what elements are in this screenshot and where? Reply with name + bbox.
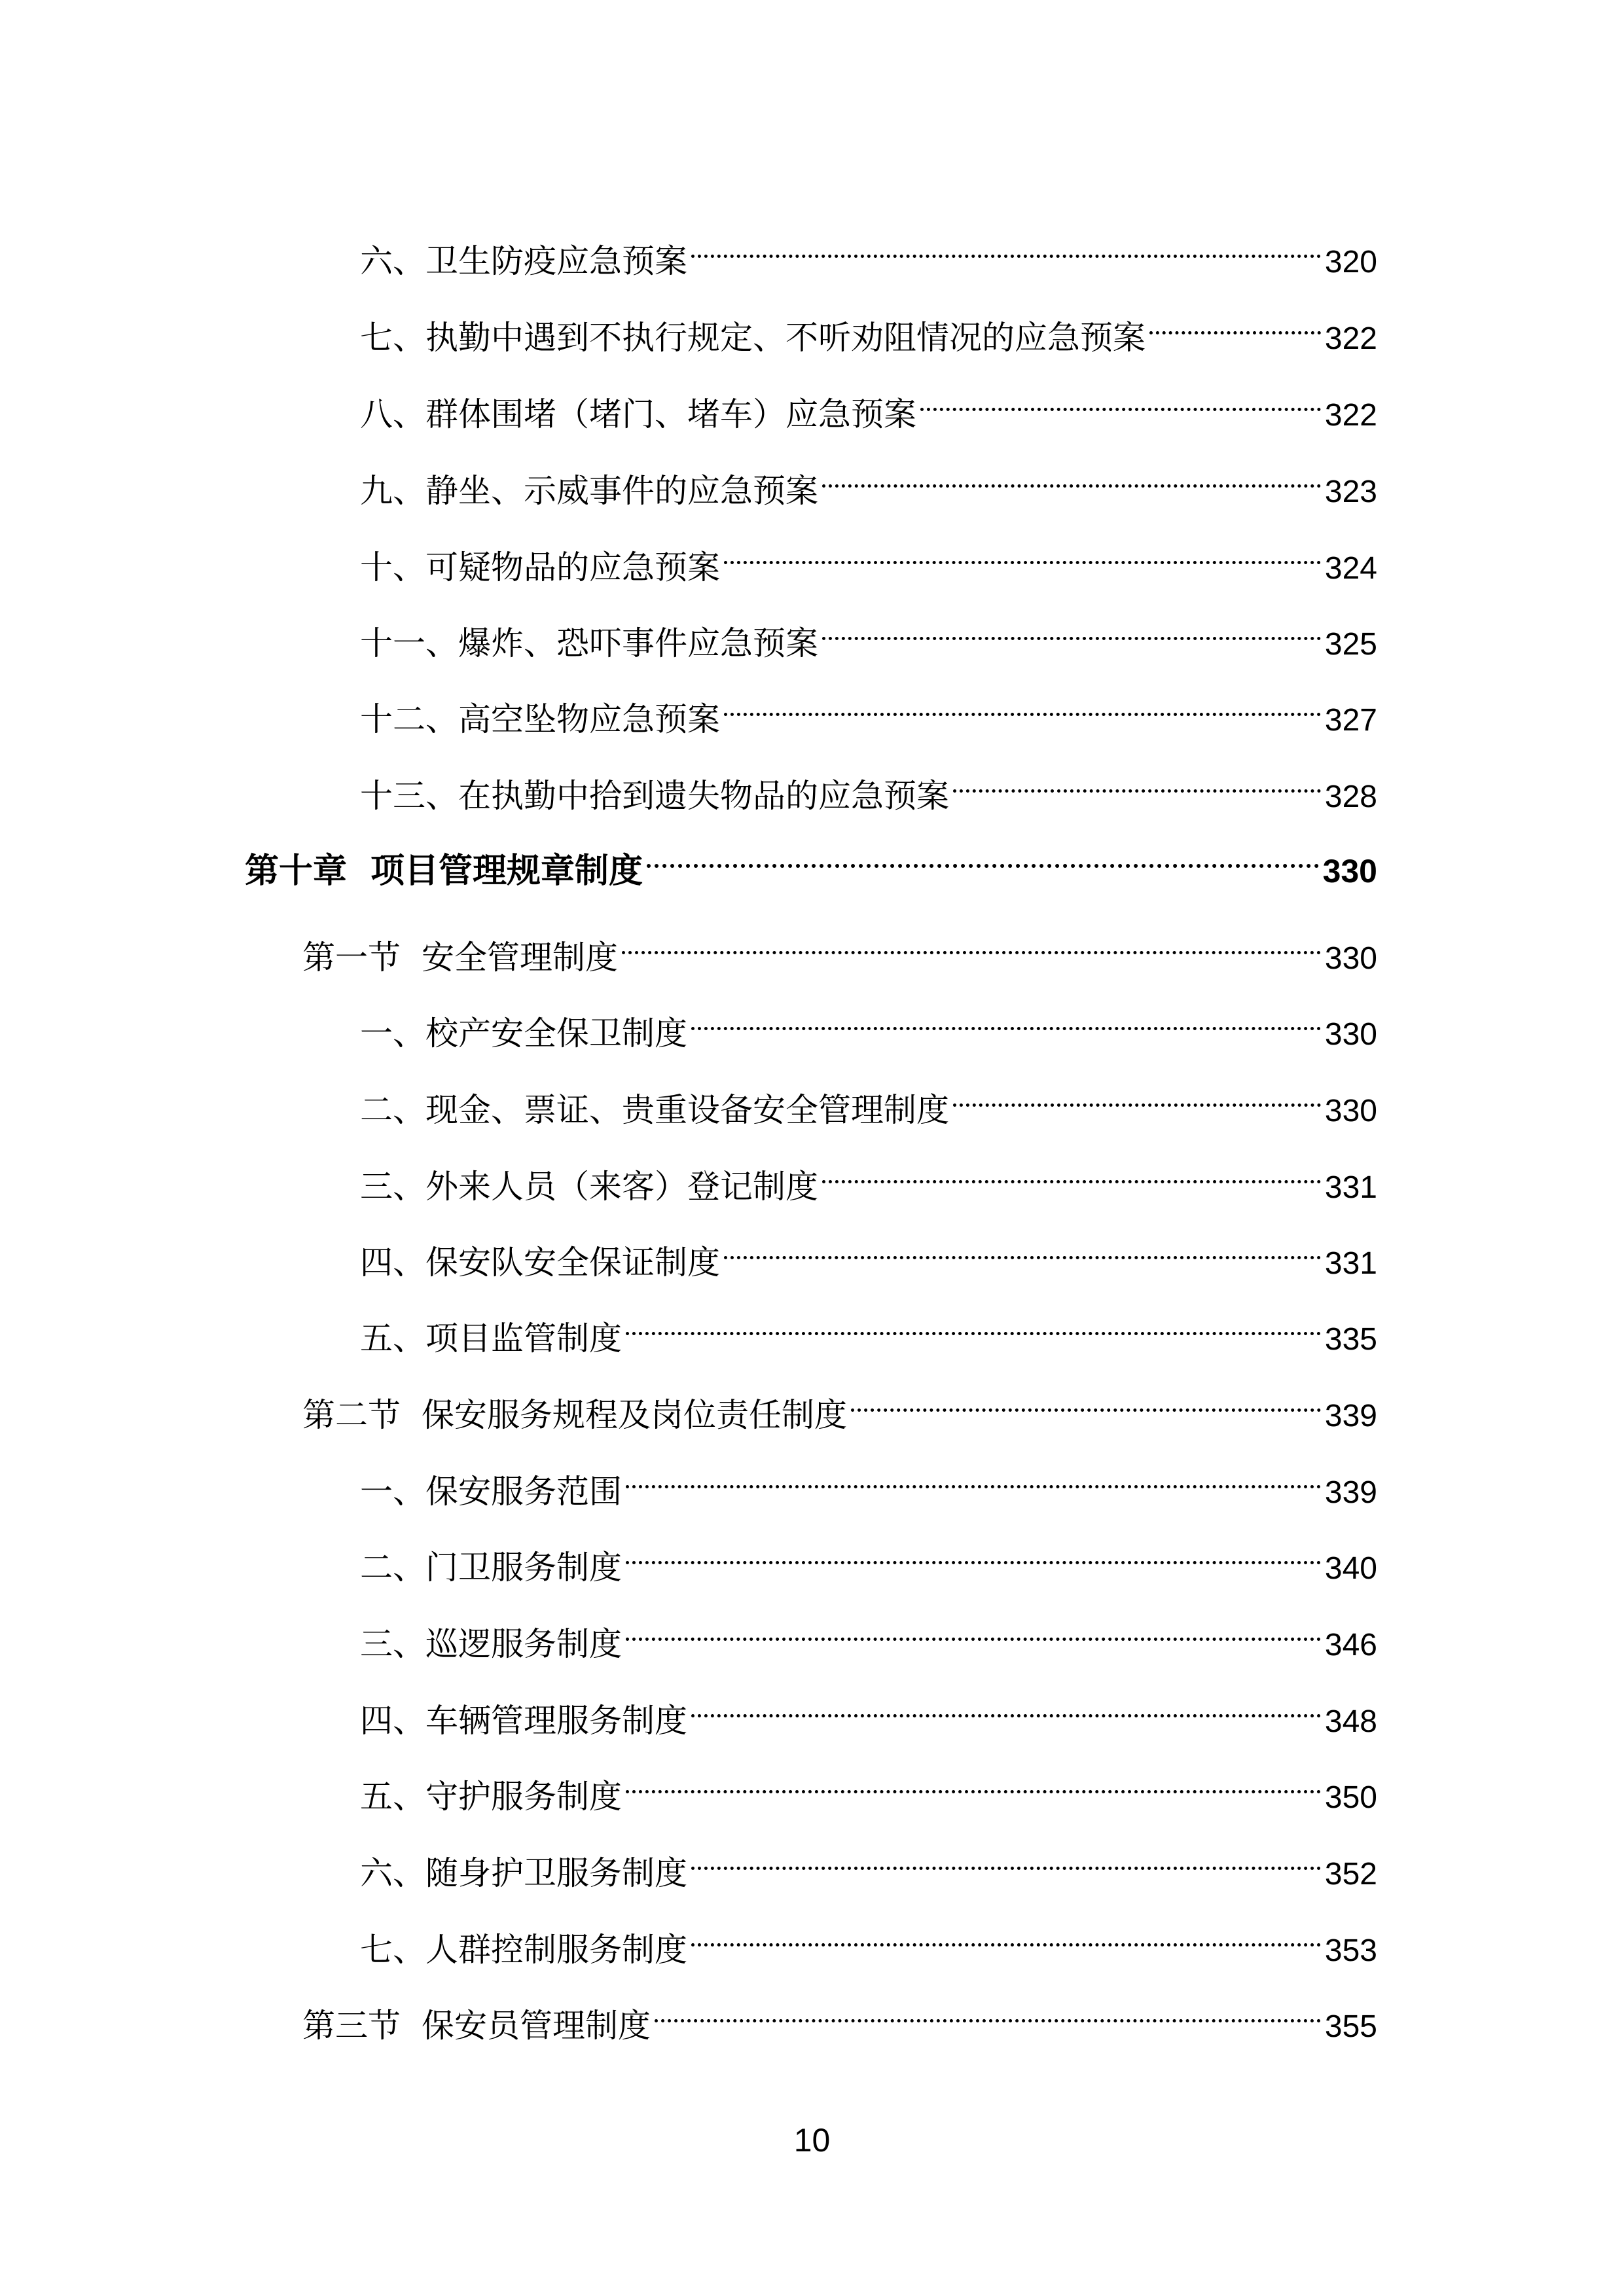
toc-entry-title: 一、校产安全保卫制度 <box>360 1014 687 1052</box>
toc-entry-title: 十、可疑物品的应急预案 <box>360 548 720 586</box>
dot-leader <box>724 678 1321 730</box>
toc-entry[interactable] <box>360 678 1377 738</box>
toc-entry[interactable] <box>360 1297 1377 1357</box>
toc-entry[interactable] <box>360 755 1377 815</box>
toc-entry-title: 十二、高空坠物应急预案 <box>360 700 720 738</box>
toc-entry[interactable] <box>360 526 1377 586</box>
toc-entry-title: 四、车辆管理服务制度 <box>360 1702 687 1740</box>
toc-entry-page: 346 <box>1324 1628 1377 1662</box>
dot-leader <box>953 1069 1321 1121</box>
toc-section-title: 保安服务规程及岗位责任制度 <box>422 1396 847 1434</box>
toc-entry-page: 327 <box>1324 703 1377 738</box>
dot-leader <box>822 450 1321 502</box>
toc-entry[interactable] <box>360 1755 1377 1816</box>
toc-entry[interactable] <box>360 1145 1377 1206</box>
toc-entry-page: 335 <box>1324 1322 1377 1357</box>
toc-entry-title: 三、外来人员（来客）登记制度 <box>360 1168 818 1206</box>
toc-chapter-number: 第十章 <box>245 852 348 891</box>
toc-entry-title: 九、静坐、示威事件的应急预案 <box>360 472 818 510</box>
toc-entry-title: 十一、爆炸、恐吓事件应急预案 <box>360 624 818 662</box>
toc-section-number: 第一节 <box>302 939 401 977</box>
toc-entry-page: 331 <box>1324 1246 1377 1281</box>
toc-entry[interactable] <box>360 373 1377 433</box>
toc-entry[interactable] <box>360 296 1377 357</box>
toc-entry[interactable] <box>360 602 1377 662</box>
dot-leader <box>691 220 1321 272</box>
toc-section-page: 339 <box>1324 1399 1377 1433</box>
dot-leader <box>822 602 1321 655</box>
dot-leader <box>822 1145 1321 1198</box>
dot-leader <box>647 830 1319 882</box>
dot-leader <box>851 1374 1321 1426</box>
toc-entry-page: 320 <box>1324 245 1377 279</box>
dot-leader <box>724 1221 1321 1274</box>
toc-entry-page: 353 <box>1324 1933 1377 1968</box>
toc-entry-title: 六、随身护卫服务制度 <box>360 1854 687 1892</box>
toc-entry[interactable] <box>360 1526 1377 1587</box>
dot-leader <box>626 1603 1321 1655</box>
toc-section-number: 第二节 <box>302 1396 401 1434</box>
toc-entry-page: 325 <box>1324 627 1377 662</box>
toc-entry-page: 348 <box>1324 1704 1377 1739</box>
dot-leader <box>622 916 1321 969</box>
dot-leader <box>920 373 1321 425</box>
toc-section-title: 保安员管理制度 <box>422 2007 651 2045</box>
dot-leader <box>626 1297 1321 1350</box>
toc-entry-title: 十三、在执勤中拾到遗失物品的应急预案 <box>360 777 949 815</box>
dot-leader <box>626 1450 1321 1503</box>
toc-entry[interactable] <box>360 1679 1377 1740</box>
toc-section-number: 第三节 <box>302 2007 401 2045</box>
dot-leader <box>691 1909 1321 1961</box>
toc-entry-page: 330 <box>1324 1094 1377 1128</box>
toc-entry-page: 322 <box>1324 398 1377 433</box>
toc-section-entry[interactable] <box>302 1984 1377 2045</box>
toc-entry-title: 五、项目监管制度 <box>360 1319 622 1357</box>
toc-entry-title: 四、保安队安全保证制度 <box>360 1244 720 1282</box>
dot-leader <box>626 1526 1321 1579</box>
toc-entry[interactable] <box>360 1832 1377 1892</box>
toc-section-entry[interactable] <box>302 1374 1377 1434</box>
toc-entry-title: 八、群体围堵（堵门、堵车）应急预案 <box>360 395 916 433</box>
toc-entry[interactable] <box>360 1603 1377 1663</box>
dot-leader <box>691 992 1321 1045</box>
dot-leader <box>953 755 1321 807</box>
toc-entry[interactable] <box>360 1450 1377 1511</box>
toc-entry-title: 二、门卫服务制度 <box>360 1549 622 1587</box>
toc-entry-title: 六、卫生防疫应急预案 <box>360 242 687 280</box>
toc-entry-title: 七、人群控制服务制度 <box>360 1931 687 1969</box>
toc-entry-page: 339 <box>1324 1475 1377 1510</box>
toc-entry-page: 330 <box>1324 1017 1377 1052</box>
toc-entry-title: 七、执勤中遇到不执行规定、不听劝阻情况的应急预案 <box>360 319 1146 357</box>
toc-entry-page: 322 <box>1324 321 1377 356</box>
toc-section-page: 330 <box>1324 941 1377 976</box>
toc-entry-title: 一、保安服务范围 <box>360 1473 622 1511</box>
toc-entry[interactable] <box>360 1069 1377 1129</box>
page-number: 10 <box>793 2122 831 2159</box>
dot-leader <box>724 526 1321 579</box>
toc-entry-page: 324 <box>1324 551 1377 586</box>
toc-section-entry[interactable] <box>302 916 1377 977</box>
dot-leader <box>626 1755 1321 1808</box>
toc-entry-page: 331 <box>1324 1170 1377 1205</box>
toc-entry[interactable] <box>360 450 1377 510</box>
toc-chapter-entry[interactable] <box>245 830 1377 891</box>
toc-chapter-title: 项目管理规章制度 <box>370 852 643 891</box>
toc-entry-page: 328 <box>1324 780 1377 814</box>
dot-leader <box>1149 296 1321 349</box>
dot-leader <box>691 1832 1321 1884</box>
dot-leader <box>655 1984 1321 2037</box>
toc-entry-title: 五、守护服务制度 <box>360 1778 622 1816</box>
toc-entry[interactable] <box>360 992 1377 1052</box>
toc-entry-page: 352 <box>1324 1857 1377 1892</box>
toc-entry[interactable] <box>360 1909 1377 1969</box>
toc-entry-title: 二、现金、票证、贵重设备安全管理制度 <box>360 1091 949 1129</box>
toc-entry-page: 340 <box>1324 1551 1377 1586</box>
toc-section-title: 安全管理制度 <box>422 939 618 977</box>
toc-section-page: 355 <box>1324 2009 1377 2044</box>
toc-entry[interactable] <box>360 220 1377 280</box>
toc-entry[interactable] <box>360 1221 1377 1282</box>
dot-leader <box>691 1679 1321 1732</box>
toc-entry-title: 三、巡逻服务制度 <box>360 1625 622 1663</box>
toc-entry-page: 323 <box>1324 475 1377 509</box>
toc-entry-page: 350 <box>1324 1780 1377 1815</box>
toc-chapter-page: 330 <box>1322 853 1377 889</box>
